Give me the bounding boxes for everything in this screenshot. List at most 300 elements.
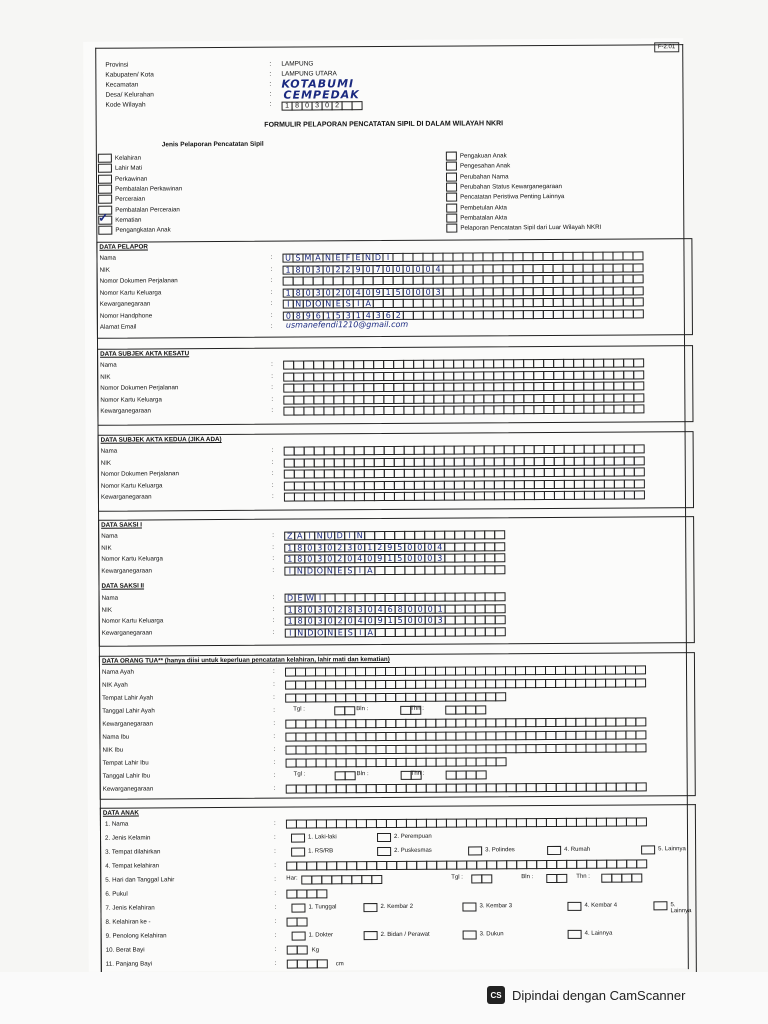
option-label: 4. Kembar 4 [584, 902, 618, 909]
input-box[interactable] [633, 286, 644, 295]
input-box[interactable]: U [324, 531, 335, 540]
checkbox[interactable] [98, 174, 112, 183]
checkbox[interactable] [98, 164, 112, 173]
input-box[interactable]: A [365, 628, 376, 637]
input-box[interactable] [475, 705, 486, 714]
input-box[interactable]: I [353, 299, 364, 308]
input-box[interactable]: 1 [323, 311, 334, 320]
input-box[interactable]: 1 [364, 543, 375, 552]
jenis-label: Pembatalan Akta [460, 214, 508, 222]
colon: : [274, 833, 276, 841]
input-box[interactable] [633, 274, 644, 283]
input-box[interactable]: 0 [325, 605, 336, 614]
input-box[interactable]: 3 [315, 616, 326, 625]
input-box[interactable]: 2 [333, 288, 344, 297]
input-box[interactable]: 7 [373, 265, 384, 274]
input-box[interactable]: I [283, 300, 294, 309]
input-box[interactable]: F [342, 253, 353, 262]
input-box[interactable] [495, 604, 506, 613]
option-checkbox[interactable] [462, 902, 476, 911]
jenis-item[interactable] [446, 192, 564, 202]
input-box[interactable]: S [344, 566, 355, 575]
jenis-item[interactable] [446, 223, 601, 233]
input-box[interactable]: 5 [394, 542, 405, 551]
option-label: 5. Lainnya [670, 902, 692, 915]
jenis-item[interactable] [98, 153, 141, 162]
input-box[interactable]: 3 [343, 311, 354, 320]
input-box[interactable]: 0 [324, 543, 335, 552]
option-checkbox[interactable] [463, 930, 477, 939]
input-box[interactable]: 0 [303, 288, 314, 297]
input-box[interactable]: 8 [293, 311, 304, 320]
field-label: Nama [101, 532, 118, 540]
input-box[interactable]: M [302, 253, 313, 262]
camscanner-text: Dipindai dengan CamScanner [512, 987, 686, 1003]
input-box[interactable]: N [294, 566, 305, 575]
input-box[interactable]: O [314, 566, 325, 575]
input-box[interactable]: U [282, 254, 293, 263]
input-box[interactable]: 1 [383, 287, 394, 296]
checkbox[interactable] [98, 195, 112, 204]
option-checkbox[interactable] [653, 901, 667, 910]
option-checkbox[interactable] [377, 833, 391, 842]
input-box[interactable]: 0 [405, 616, 416, 625]
input-box[interactable]: 2 [334, 554, 345, 563]
input-box[interactable]: 0 [424, 554, 435, 563]
input-box[interactable]: 1 [283, 265, 294, 274]
input-box[interactable] [316, 889, 327, 898]
input-box[interactable]: I [382, 253, 393, 262]
input-box[interactable]: 0 [323, 265, 334, 274]
option-checkbox[interactable] [291, 834, 305, 843]
checkbox[interactable] [446, 213, 457, 222]
input-box[interactable]: 8 [293, 288, 304, 297]
input-box[interactable]: 0 [414, 542, 425, 551]
field-label: Tanggal Lahir Ibu [102, 772, 151, 780]
jenis-item[interactable] [446, 162, 510, 171]
option-label: 3. Kembar 3 [479, 903, 513, 910]
input-box[interactable]: 1 [435, 604, 446, 613]
input-box[interactable]: I [355, 628, 366, 637]
input-box[interactable]: 8 [295, 616, 306, 625]
input-box[interactable] [344, 706, 355, 715]
checkbox[interactable] [446, 162, 457, 171]
input-box[interactable] [495, 592, 506, 601]
kode-digit-box: 3 [312, 101, 323, 110]
input-box[interactable]: 0 [363, 265, 374, 274]
input-box[interactable]: 0 [415, 616, 426, 625]
input-box[interactable]: 0 [305, 605, 316, 614]
option-label: 4. Lainnya [584, 930, 613, 937]
colon: : [274, 959, 277, 967]
label-kabupaten: Kabupaten/ Kota [105, 71, 154, 79]
input-box[interactable]: 0 [424, 542, 435, 551]
input-box[interactable]: 3 [313, 265, 324, 274]
input-box[interactable]: D [285, 594, 296, 603]
option-checkbox[interactable] [641, 845, 655, 854]
input-box[interactable]: 0 [343, 288, 354, 297]
input-box[interactable] [494, 530, 505, 539]
input-box[interactable]: 2 [335, 616, 346, 625]
date-label: Bln : [356, 706, 369, 713]
checkbox[interactable] [98, 210, 112, 225]
input-box[interactable]: I [315, 593, 326, 602]
input-box[interactable]: 9 [374, 554, 385, 563]
field-label: Nomor Dokumen Perjalanan [100, 470, 179, 478]
option-checkbox[interactable] [568, 930, 582, 939]
input-box[interactable]: 1 [284, 543, 295, 552]
input-box[interactable]: N [295, 628, 306, 637]
field-boxes [284, 553, 504, 563]
input-box[interactable]: 4 [355, 616, 366, 625]
input-box[interactable]: 9 [353, 265, 364, 274]
input-box[interactable]: N [324, 566, 335, 575]
input-box[interactable]: 9 [375, 616, 386, 625]
input-box[interactable] [345, 771, 356, 780]
kode-digit-box: 0 [322, 101, 333, 110]
section-title: DATA SUBJEK AKTA KEDUA (JIKA ADA) [100, 436, 222, 444]
input-box[interactable]: 5 [395, 616, 406, 625]
input-box[interactable]: A [312, 253, 323, 262]
colon: : [273, 784, 276, 792]
input-box[interactable]: 0 [404, 542, 415, 551]
input-box[interactable]: N [325, 628, 336, 637]
jenis-item[interactable] [98, 195, 145, 204]
jenis-label: Perceraian [115, 195, 146, 203]
input-box[interactable] [495, 615, 506, 624]
input-box[interactable] [636, 782, 647, 791]
input-box[interactable]: 3 [373, 311, 384, 320]
input-box[interactable]: E [295, 593, 306, 602]
input-box[interactable]: S [345, 628, 356, 637]
input-box[interactable]: Z [284, 532, 295, 541]
input-box[interactable]: I [285, 628, 296, 637]
input-box[interactable]: N [314, 531, 325, 540]
input-box[interactable]: 1 [285, 605, 296, 614]
input-box[interactable]: 3 [433, 287, 444, 296]
input-box[interactable] [495, 692, 506, 701]
input-box[interactable]: D [303, 299, 314, 308]
input-box[interactable]: 0 [325, 616, 336, 625]
input-box[interactable] [494, 565, 505, 574]
input-box[interactable]: E [333, 299, 344, 308]
input-box[interactable] [636, 817, 647, 826]
check-mark-icon: ✓ [98, 210, 109, 225]
input-box[interactable]: 8 [293, 265, 304, 274]
input-box[interactable]: 0 [414, 554, 425, 563]
input-box[interactable]: D [304, 566, 315, 575]
input-box[interactable]: 1 [283, 288, 294, 297]
input-box[interactable]: 0 [304, 554, 315, 563]
input-box[interactable]: 6 [313, 311, 324, 320]
kode-digit-box: 1 [282, 102, 293, 111]
field-label: 7. Jenis Kelahiran [105, 904, 155, 912]
input-box[interactable] [481, 874, 492, 883]
input-box[interactable]: I [344, 531, 355, 540]
option-checkbox[interactable] [292, 931, 306, 940]
input-box[interactable]: 8 [395, 604, 406, 613]
input-box[interactable] [634, 490, 645, 499]
input-box[interactable]: 0 [404, 554, 415, 563]
jenis-item[interactable] [98, 174, 147, 183]
input-box[interactable]: 0 [423, 287, 434, 296]
field-boxes [285, 730, 645, 741]
input-box[interactable]: 0 [363, 288, 374, 297]
input-box[interactable]: 1 [285, 617, 296, 626]
input-box[interactable]: 4 [353, 288, 364, 297]
jenis-label: Perkawinan [114, 175, 148, 183]
input-box[interactable]: 0 [393, 264, 404, 273]
input-box[interactable]: 0 [413, 287, 424, 296]
input-box[interactable]: 8 [345, 605, 356, 614]
input-box[interactable]: 0 [364, 554, 375, 563]
input-box[interactable]: 0 [304, 543, 315, 552]
input-box[interactable] [634, 444, 645, 453]
input-box[interactable]: 4 [433, 264, 444, 273]
input-box[interactable]: E [332, 253, 343, 262]
input-box[interactable] [297, 945, 308, 954]
input-box[interactable]: 2 [334, 543, 345, 552]
input-box[interactable]: 0 [345, 616, 356, 625]
input-box[interactable] [636, 859, 647, 868]
input-box[interactable]: W [306, 593, 315, 603]
jenis-item[interactable] [98, 164, 142, 173]
input-box[interactable]: 5 [333, 311, 344, 320]
field-boxes [283, 358, 643, 369]
input-box[interactable]: E [352, 253, 363, 262]
input-box[interactable] [631, 873, 642, 882]
input-box[interactable]: 3 [315, 605, 326, 614]
option-checkbox[interactable] [291, 848, 305, 857]
input-box[interactable]: 1 [384, 554, 395, 563]
checkbox[interactable] [98, 185, 112, 194]
field-boxes [283, 404, 643, 415]
input-box[interactable]: N [354, 531, 365, 540]
input-box[interactable]: 6 [383, 310, 394, 319]
input-box[interactable] [634, 456, 645, 465]
jenis-item[interactable] [98, 225, 170, 234]
input-box[interactable] [317, 959, 328, 968]
input-box[interactable]: 0 [283, 311, 294, 320]
input-box[interactable]: 2 [374, 543, 385, 552]
colon: : [271, 406, 274, 414]
input-box[interactable] [635, 743, 646, 752]
input-box[interactable]: 4 [434, 542, 445, 551]
jenis-item[interactable] [446, 182, 562, 192]
input-box[interactable]: 0 [415, 604, 426, 613]
input-box[interactable]: 8 [294, 554, 305, 563]
input-box[interactable]: 2 [333, 265, 344, 274]
checkbox[interactable] [446, 182, 457, 191]
input-box[interactable] [297, 917, 308, 926]
field-label: NIK [99, 266, 110, 274]
input-box[interactable]: I [284, 566, 295, 575]
colon: : [272, 554, 275, 562]
input-box[interactable] [496, 757, 507, 766]
input-box[interactable]: 6 [385, 604, 396, 613]
input-box[interactable]: E [335, 628, 346, 637]
input-box[interactable] [633, 370, 644, 379]
input-box[interactable]: I [354, 566, 365, 575]
jenis-label: Lahir Mati [114, 164, 143, 173]
jenis-item[interactable] [446, 172, 509, 181]
input-box[interactable]: 0 [323, 288, 334, 297]
option-checkbox[interactable] [547, 846, 561, 855]
input-box[interactable]: 0 [403, 287, 414, 296]
input-box[interactable] [635, 717, 646, 726]
input-box[interactable]: S [292, 253, 303, 262]
option-checkbox[interactable] [364, 931, 378, 940]
input-box[interactable] [635, 665, 646, 674]
input-box[interactable] [633, 358, 644, 367]
input-box[interactable] [634, 479, 645, 488]
checkbox[interactable] [98, 154, 112, 163]
input-box[interactable] [476, 770, 487, 779]
input-box[interactable]: A [363, 299, 374, 308]
section-pelapor [96, 238, 693, 339]
option-checkbox[interactable] [363, 903, 377, 912]
input-box[interactable]: 0 [425, 604, 436, 613]
input-box[interactable]: 3 [344, 543, 355, 552]
input-box[interactable] [633, 263, 644, 272]
checkbox[interactable] [98, 226, 112, 235]
input-box[interactable]: D [305, 628, 316, 637]
input-box[interactable]: 0 [383, 264, 394, 273]
field-label: Nomor Dokumen Perjalanan [99, 277, 178, 285]
input-box[interactable] [633, 297, 644, 306]
field-label: 6. Pukul [105, 890, 128, 898]
input-box[interactable]: 0 [354, 543, 365, 552]
input-box[interactable] [635, 730, 646, 739]
input-box[interactable] [633, 381, 644, 390]
input-box[interactable]: D [334, 531, 345, 540]
jenis-left-list [83, 38, 683, 42]
input-box[interactable] [632, 251, 643, 260]
input-box[interactable]: 9 [373, 288, 384, 297]
input-box[interactable]: I [304, 531, 315, 540]
field-boxes [285, 665, 645, 676]
input-box[interactable]: 0 [344, 554, 355, 563]
input-box[interactable] [494, 553, 505, 562]
input-box[interactable]: 3 [434, 554, 445, 563]
input-box[interactable] [556, 874, 567, 883]
input-box[interactable]: 0 [365, 605, 376, 614]
input-box[interactable]: D [372, 253, 383, 262]
input-box[interactable] [635, 678, 646, 687]
date-boxes [446, 770, 486, 779]
input-box[interactable]: 4 [375, 605, 386, 614]
jenis-item[interactable] [98, 184, 182, 194]
jenis-item[interactable] [446, 213, 507, 222]
input-box[interactable]: 4 [354, 554, 365, 563]
colon: : [274, 945, 277, 953]
label-provinsi: Provinsi [105, 61, 129, 69]
input-box[interactable]: 3 [435, 616, 446, 625]
input-box[interactable]: 8 [295, 605, 306, 614]
input-box[interactable]: O [315, 628, 326, 637]
date-boxes [471, 874, 491, 883]
option-checkbox[interactable] [468, 846, 482, 855]
checkbox[interactable] [446, 172, 457, 181]
input-box[interactable]: 2 [343, 265, 354, 274]
checkbox[interactable] [446, 152, 457, 161]
jenis-label: Pelaporan Pencatatan Sipil dari Luar Wilayah NKRI [460, 223, 602, 232]
field-label: Nama Ibu [102, 733, 130, 741]
input-box[interactable] [634, 467, 645, 476]
input-box[interactable] [633, 404, 644, 413]
input-box[interactable] [633, 393, 644, 402]
input-box[interactable]: 0 [423, 264, 434, 273]
input-box[interactable]: 5 [394, 554, 405, 563]
input-box[interactable]: N [322, 253, 333, 262]
input-box[interactable]: 3 [355, 605, 366, 614]
input-box[interactable]: 8 [294, 543, 305, 552]
input-box[interactable]: 1 [385, 616, 396, 625]
input-box[interactable]: S [343, 299, 354, 308]
input-box[interactable]: 5 [393, 287, 404, 296]
option-checkbox[interactable] [567, 902, 581, 911]
input-box[interactable]: N [293, 299, 304, 308]
input-box[interactable]: N [362, 253, 373, 262]
input-box[interactable]: 3 [313, 288, 324, 297]
checkbox[interactable] [446, 224, 457, 233]
input-box[interactable]: A [364, 566, 375, 575]
input-box[interactable]: 3 [314, 543, 325, 552]
input-box[interactable]: O [313, 299, 324, 308]
input-box[interactable]: 0 [405, 604, 416, 613]
input-box[interactable]: A [294, 531, 305, 540]
option-label: 1. RS/RB [308, 848, 334, 855]
input-box[interactable]: N [323, 299, 334, 308]
input-box[interactable]: 0 [425, 616, 436, 625]
date-boxes [445, 705, 485, 714]
checkbox[interactable] [446, 203, 457, 212]
field-boxes [286, 859, 646, 870]
jenis-item[interactable] [98, 210, 142, 225]
input-box[interactable] [371, 875, 382, 884]
input-box[interactable] [494, 542, 505, 551]
input-box[interactable]: E [334, 566, 345, 575]
option-checkbox[interactable] [377, 847, 391, 856]
input-box[interactable]: 0 [305, 616, 316, 625]
input-box[interactable]: 0 [403, 264, 414, 273]
input-box[interactable]: 2 [393, 310, 404, 319]
input-box[interactable]: 1 [353, 311, 364, 320]
input-box[interactable]: 0 [365, 616, 376, 625]
input-box[interactable]: 2 [335, 605, 346, 614]
input-box[interactable]: 0 [413, 264, 424, 273]
input-box[interactable] [633, 309, 644, 318]
input-box[interactable]: 0 [303, 265, 314, 274]
colon: : [272, 605, 275, 613]
option-label: 2. Puskesmas [394, 847, 432, 854]
checkbox[interactable] [446, 193, 457, 202]
option-checkbox[interactable] [291, 903, 305, 912]
input-box[interactable]: 0 [324, 554, 335, 563]
input-box[interactable]: 4 [363, 311, 374, 320]
input-box[interactable]: 1 [284, 555, 295, 564]
input-box[interactable]: 3 [314, 554, 325, 563]
option-label: 3. Polindes [485, 847, 515, 854]
input-box[interactable] [495, 627, 506, 636]
jenis-item[interactable] [98, 205, 180, 214]
jenis-item[interactable] [446, 203, 507, 212]
jenis-title: Jenis Pelaporan Pencatatan Sipil [161, 140, 264, 149]
input-box[interactable]: 9 [384, 542, 395, 551]
input-box[interactable]: 9 [303, 311, 314, 320]
jenis-label: Pengakuan Anak [459, 152, 507, 160]
jenis-item[interactable] [446, 151, 507, 160]
